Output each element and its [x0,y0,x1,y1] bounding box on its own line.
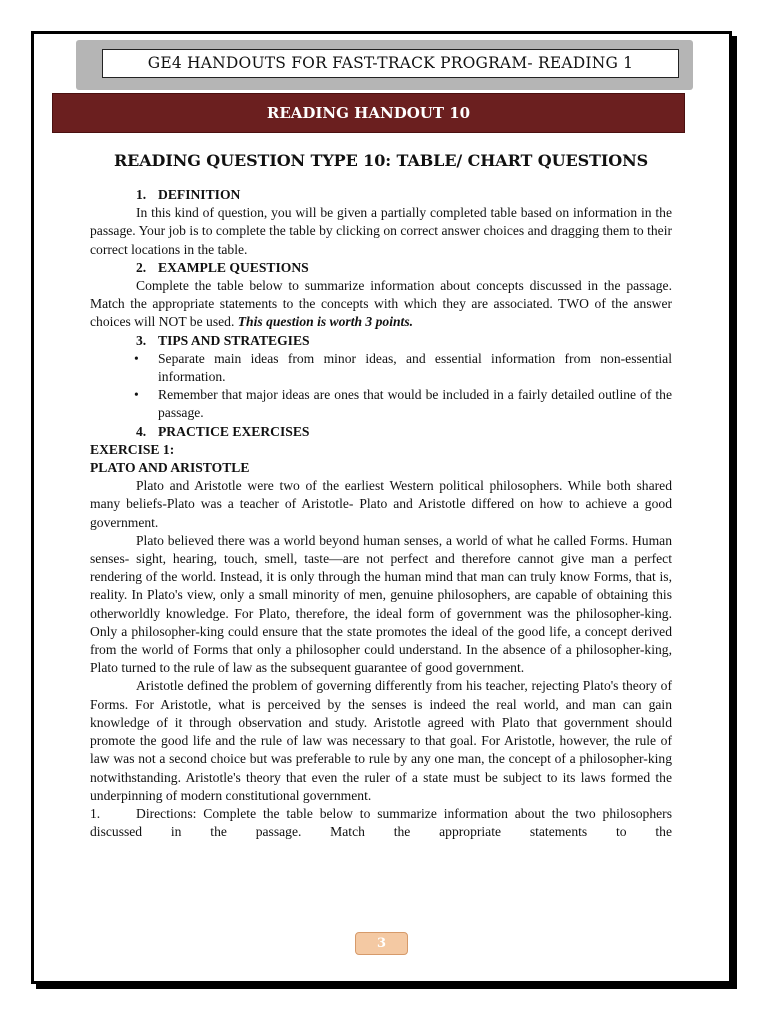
section-number: 3. [136,332,147,348]
passage-paragraph: Plato and Aristotle were two of the earliest Western political philosophers. While both shared many beliefs-Plato was a teacher of Aristotle- Plato and Aristotle differed on how to achieve a good government. [90,478,672,530]
definition-text: In this kind of question, you will be given a partially completed table based on information in the passage. Your job is to complete the table by clicking on correct answer choices and dragging them to their correct locations in the table. [90,205,672,257]
handout-banner: READING HANDOUT 10 [52,93,685,133]
section-number: 4. [136,423,147,439]
tips-list [90,350,672,423]
examples-emphasis: This question is worth 3 points. [237,314,414,330]
list-item: • Remember that major ideas are ones that would be included in a fairly detailed outline of the passage. [158,386,672,422]
section-number: 1. [136,187,147,202]
section-heading-tips [90,332,672,350]
section-heading-definition [90,186,672,204]
main-title: READING QUESTION TYPE 10: TABLE/ CHART QUESTIONS [113,151,649,170]
passage-paragraph: Plato believed there was a world beyond human senses, a world of what he called Forms. Human senses- sight, hearing, touch, smell, taste—are not perfect and therefore cannot give man a perfect rendering of the world. Instead, it is only through the human mind that man can truly know Forms, that is, reality. In Plato's view, only a small minority of men, genuine philosophers, are capable of obtaining this otherworldly knowledge. For Plato, therefore, the ideal form of government was the philosopher-king. Only a philosopher-king could ensure that the state promotes the ideal of the good life, a concept derived from the world of Forms that only a philosopher could understand. In the absence of a philosopher-king, Plato turned to the rule of law as the subsequent guarantee of good government. [90,532,672,676]
directions [90,805,672,841]
directions-text: Directions: Complete the table below to summarize information about the two philosophers discussed in the passage. Match the appropriate statements to the [90,805,672,840]
section-heading-practice [90,423,672,441]
examples-body: Complete the table below to summarize information about concepts discussed in the passage. Match the appropriate statements to the concepts with which they are associated. TWO of the answer choices will NOT be used. [90,278,672,330]
passage-paragraph: Aristotle defined the problem of governing differently from his teacher, rejecting Plato's theory of Forms. For Aristotle, what is perceived by the senses is indeed the real world, and man can gain knowledge of it through observation and study. Aristotle agreed with Plato that government should promote the good life and the rule of law was necessary to that goal. For Aristotle, however, the rule of law was not a second choice but was preferable to rule by any one man, the concept of a philosopher-king notwithstanding. Aristotle's theory that even the ruler of a state must be subject to its laws formed the underpinning of modern constitutional government. [90,678,672,803]
section-title: DEFINITION [158,187,241,202]
passage-title: PLATO AND ARISTOTLE [90,460,250,476]
page-number-badge: 3 [355,932,408,955]
directions-number: 1. [90,805,101,821]
list-item: • Separate main ideas from minor ideas, and essential information from non-essential information. [158,350,672,386]
program-title: GE4 HANDOUTS FOR FAST-TRACK PROGRAM- READING 1 [102,49,679,78]
exercise-label: EXERCISE 1: [90,441,175,457]
section-number: 2. [136,259,147,275]
section-title: EXAMPLE QUESTIONS [158,259,309,275]
section-heading-examples [90,259,672,277]
section-title: TIPS AND STRATEGIES [158,332,310,348]
examples-text [90,277,672,332]
section-title: PRACTICE EXERCISES [158,423,310,439]
document-body [90,150,672,841]
